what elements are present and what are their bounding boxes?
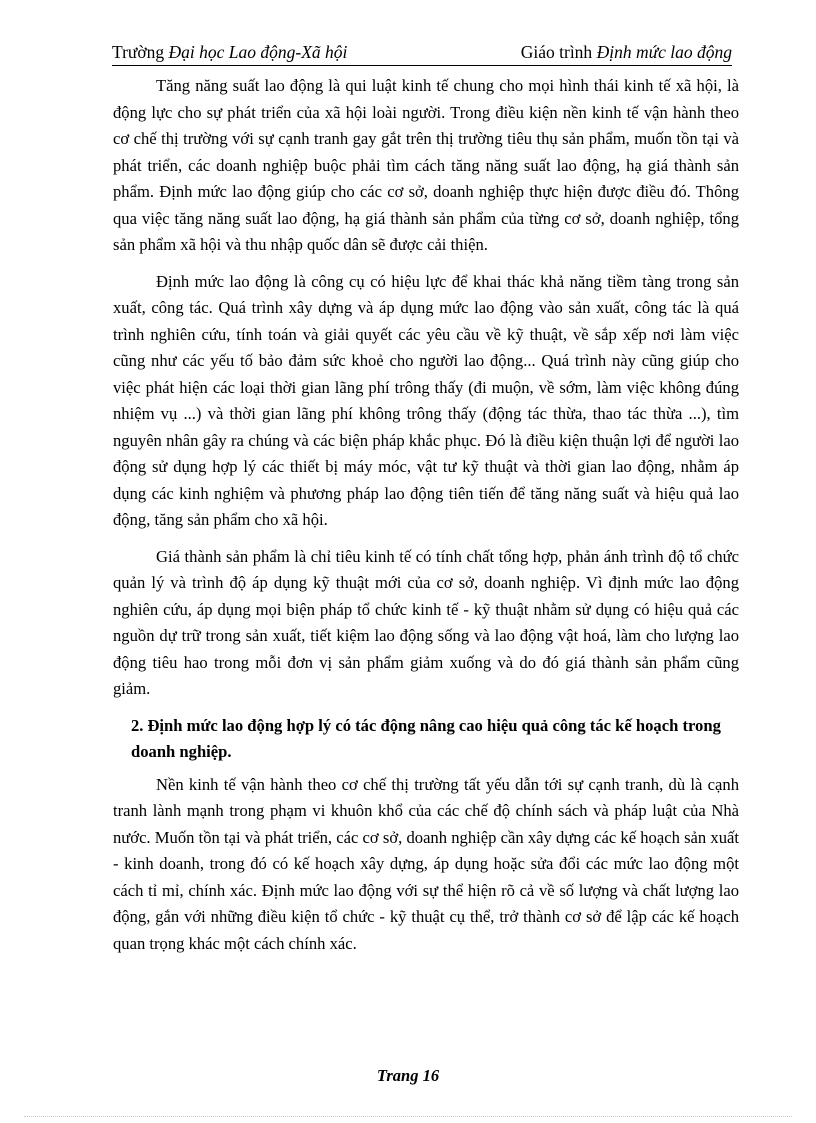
page-bottom-divider <box>24 1116 792 1117</box>
paragraph-product-cost: Giá thành sản phẩm là chỉ tiêu kinh tế có tính chất tổng hợp, phản ánh trình độ tổ chức quản lý và trình độ áp dụng kỹ thuật mới của cơ sở, doanh nghiệp. Vì định mức lao động nghiên cứu, áp dụng mọi biện pháp tổ chức kinh tế - kỹ thuật nhằm sử dụng có hiệu quả các nguồn dự trữ trong sản xuất, tiết kiệm lao động sống và lao động vật hoá, làm cho lượng lao động tiêu hao trong mỗi đơn vị sản phẩm giảm xuống và do đó giá thành sản phẩm cũng giảm. <box>113 546 739 698</box>
header-course-prefix: Giáo trình <box>520 42 597 62</box>
paragraph-labor-norm-tool: Định mức lao động là công cụ có hiệu lực để khai thác khả năng tiềm tàng trong sản xuất, công tác. Quá trình xây dựng và áp dụng mức lao động vào sản xuất, công tác là quá trình nghiên cứu, tính toán và giải quyết các yêu cầu về kỹ thuật, về sắp xếp nơi làm việc cũng như các yếu tố bảo đảm sức khoẻ cho người lao động... Quá trình này cũng giúp cho việc phát hiện các loại thời gian lãng phí trông thấy (đi muộn, về sớm, làm việc không đúng nhiệm vụ ...) và thời gian lãng phí không trông thấy (động tác thừa, thao tác thừa ...), tìm nguyên nhân gây ra chúng và các biện pháp khắc phục. Đó là điều kiện thuận lợi để người lao động sử dụng hợp lý các thiết bị máy móc, vật tư kỹ thuật và thời gian lao động, nhằm áp dụng các kinh nghiệm và phương pháp lao động tiên tiến để tăng năng suất và hiệu quả lao động, tăng sản phẩm cho xã hội. <box>113 271 739 529</box>
section-heading-text: Định mức lao động hợp lý có tác động nâng cao hiệu quả công tác kế hoạch trong doanh nghiệp. <box>131 715 721 761</box>
header-course-name: Định mức lao động <box>596 42 732 62</box>
paragraph-market-economy: Nền kinh tế vận hành theo cơ chế thị trường tất yếu dẫn tới sự cạnh tranh, dù là cạnh tranh lành mạnh trong phạm vi khuôn khổ của các chế độ chính sách và pháp luật của Nhà nước. Muốn tồn tại và phát triển, các cơ sở, doanh nghiệp cần xây dựng các kế hoạch sản xuất - kinh doanh, trong đó có kế hoạch xây dựng, áp dụng hoặc sửa đổi các mức lao động một cách tỉ mỉ, chính xác. Định mức lao động với sự thể hiện rõ cả về số lượng và chất lượng lao động, gắn với những điều kiện tổ chức - kỹ thuật cụ thể, trở thành cơ sở để lập các kế hoạch quan trọng khác một cách chính xác. <box>113 774 739 953</box>
section-heading <box>113 713 739 766</box>
header-institution <box>112 42 347 63</box>
page-number: Trang 16 <box>376 1066 440 1085</box>
document-body <box>113 73 739 967</box>
header-course <box>521 42 732 63</box>
paragraph-productivity: Tăng năng suất lao động là qui luật kinh tế chung cho mọi hình thái kinh tế xã hội, là động lực cho sự phát triển của xã hội loài người. Trong điều kiện nền kinh tế vận hành theo cơ chế thị trường với sự cạnh tranh gay gắt trên thị trường tiêu thụ sản phẩm, muốn tồn tại và phát triển, các doanh nghiệp buộc phải tìm cách tăng năng suất lao động, hạ giá thành sản phẩm. Định mức lao động giúp cho các cơ sở, doanh nghiệp thực hiện được điều đó. Thông qua việc tăng năng suất lao động, hạ giá thành sản phẩm của từng cơ sở, doanh nghiệp, tổng sản phẩm xã hội và thu nhập quốc dân sẽ được cải thiện. <box>113 76 739 254</box>
page-header <box>112 39 732 66</box>
header-institution-name: Đại học Lao động-Xã hội <box>168 42 348 62</box>
section-heading-number: 2. <box>131 715 144 735</box>
header-institution-prefix: Trường <box>112 42 169 62</box>
